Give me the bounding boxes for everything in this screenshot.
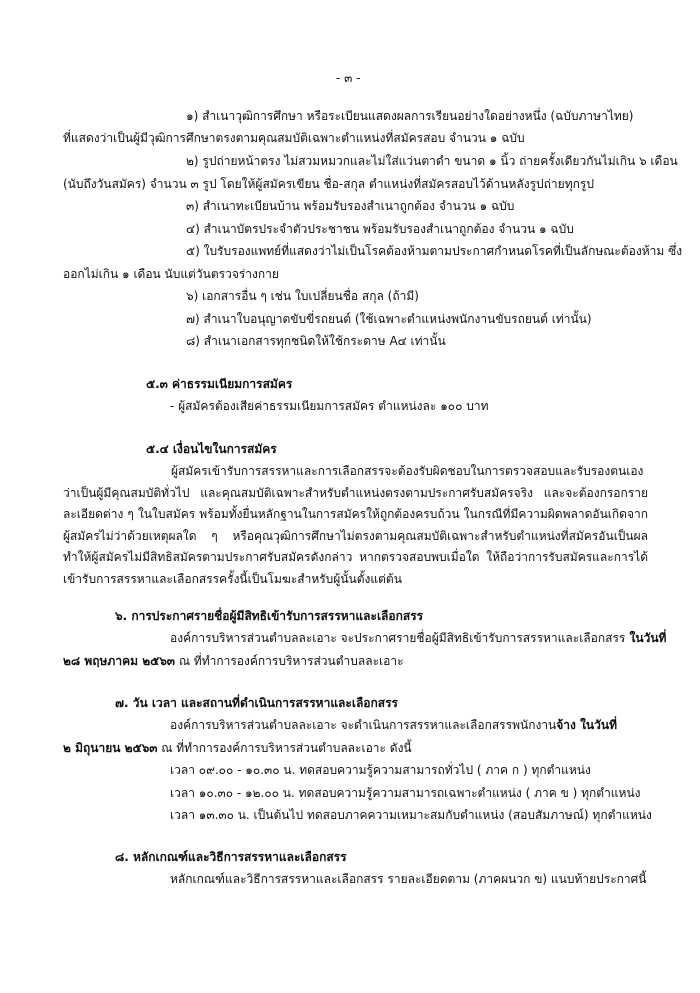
exam-schedule-3: เวลา ๑๓.๓๐ น. เป็นต้นไป ทดสอบภาคความเหมาะสมกับตำแหน่ง (สอบสัมภาษณ์) ทุกตำแหน่ง xyxy=(170,808,652,822)
doc-item-7: ๗) สำเนาใบอนุญาตขับขี่รถยนต์ (ใช้เฉพาะตำแหน่งพนักงานขับรถยนต์ เท่านั้น) xyxy=(186,312,592,326)
section-7-line-2 xyxy=(63,740,412,756)
doc-item-5-line-1: ๕) ใบรับรองแพทย์ที่แสดงว่าไม่เป็นโรคต้องห้ามตามประกาศกำหนดโรคที่เป็นลักษณะต้องห้าม ซึ่ง xyxy=(186,244,683,258)
section-6-line-1-date-label: ในวันที่ xyxy=(625,631,667,645)
section-6-line-2-text: ณ ที่ทำการองค์การบริหารส่วนตำบลละเอาะ xyxy=(175,654,404,668)
doc-item-8: ๘) สำเนาเอกสารทุกชนิดให้ใช้กระดาษ A๔ เท่านั้น xyxy=(186,334,446,348)
doc-item-1-line-2: ที่แสดงว่าเป็นผู้มีวุฒิการศึกษาตรงตามคุณสมบัติเฉพาะตำแหน่งที่สมัครสอบ จำนวน ๑ ฉบับ xyxy=(63,131,525,145)
doc-item-2-line-1: ๒) รูปถ่ายหน้าตรง ไม่สวมหมวกและไม่ใส่แว่นตาดำ ขนาด ๑ นิ้ว ถ่ายครั้งเดียวกันไม่เกิน ๖ เดือน xyxy=(186,154,678,168)
section-7-line-1-text: องค์การบริหารส่วนตำบลละเอาะ จะดำเนินการสรรหาและเลือกสรรพนักงาน xyxy=(170,718,557,732)
doc-item-2-line-2: (นับถึงวันสมัคร) จำนวน ๓ รูป โดยให้ผู้สมัครเขียน ชื่อ-สกุล ตำแหน่งที่สมัครสอบไว้ด้านหลังรูปถ่ายทุกรูป xyxy=(63,177,594,191)
section-6-heading: ๖. การประกาศรายชื่อผู้มีสิทธิเข้ารับการสรรหาและเลือกสรร xyxy=(115,609,424,623)
exam-schedule-1: เวลา ๐๙.๐๐ - ๑๐.๓๐ น. ทดสอบความรู้ความสามารถทั่วไป ( ภาค ก ) ทุกตำแหน่ง xyxy=(170,763,591,777)
section-8-body: หลักเกณฑ์และวิธีการสรรหาและเลือกสรร รายละเอียดตาม (ภาคผนวก ข) แนบท้ายประกาศนี้ xyxy=(170,872,647,886)
section-5-4-body: ผู้สมัครเข้ารับการสรรหาและการเลือกสรรจะต้องรับผิดชอบในการตรวจสอบและรับรองตนเองว่าเป็นผู้มีคุณสมบัติทั่วไป และคุณสมบัติเฉพาะสำหรับตำแหน่งตรงตามประกาศรับสมัครจริง และจะต้องกรอกรายละเอียดต่าง ๆ ในใบสมัคร พร้อมทั้งยื่นหลักฐานในการสมัครให้ถูกต้องครบถ้วน ในกรณีที่มีความผิดพลาดอันเกิดจากผู้สมัครไม่ว่าด้วยเหตุผลใด ๆ หรือคุณวุฒิการศึกษาไม่ตรงตามคุณสมบัติเฉพาะสำหรับตำแหน่งที่สมัครอันเป็นผลทำให้ผู้สมัครไม่มีสิทธิสมัครตามประกาศรับสมัครดังกล่าว หากตรวจสอบพบเมื่อใด ให้ถือว่าการรับสมัครและการได้เข้ารับการสรรหาและเลือกสรรครั้งนี้เป็นโมฆะสำหรับผู้นั้นตั้งแต่ต้น xyxy=(63,464,648,586)
doc-item-6: ๖) เอกสารอื่น ๆ เช่น ใบเปลี่ยนชื่อ สกุล (ถ้ามี) xyxy=(186,289,419,303)
section-7-line-1-date-label: จ้าง ในวันที่ xyxy=(556,718,617,732)
doc-item-1-line-1: ๑) สำเนาวุฒิการศึกษา หรือระเบียนแสดงผลการเรียนอย่างใดอย่างหนึ่ง (ฉบับภาษาไทย) xyxy=(186,109,634,123)
section-5-4-heading: ๕.๔ เงื่อนไขในการสมัคร xyxy=(146,442,277,456)
section-6-line-2 xyxy=(63,653,404,669)
doc-item-3: ๓) สำเนาทะเบียนบ้าน พร้อมรับรองสำเนาถูกต้อง จำนวน ๑ ฉบับ xyxy=(186,199,515,213)
section-7-line-1 xyxy=(170,717,617,733)
section-8-heading: ๘. หลักเกณฑ์และวิธีการสรรหาและเลือกสรร xyxy=(115,850,347,864)
doc-item-5-line-2: ออกไม่เกิน ๑ เดือน นับแต่วันตรวจร่างกาย xyxy=(63,267,279,281)
section-6-line-1-text: องค์การบริหารส่วนตำบลละเอาะ จะประกาศรายชื่อผู้มีสิทธิเข้ารับการสรรหาและเลือกสรร xyxy=(170,631,626,645)
section-5-3-heading: ๕.๓ ค่าธรรมเนียมการสมัคร xyxy=(146,377,293,391)
doc-item-4: ๔) สำเนาบัตรประจำตัวประชาชน พร้อมรับรองสำเนาถูกต้อง จำนวน ๑ ฉบับ xyxy=(186,222,574,236)
exam-schedule-2: เวลา ๑๐.๓๐ - ๑๒.๐๐ น. ทดสอบความรู้ความสามารถเฉพาะตำแหน่ง ( ภาค ข ) ทุกตำแหน่ง xyxy=(170,786,641,800)
section-5-3-body: - ผู้สมัครต้องเสียค่าธรรมเนียมการสมัคร ตำแหน่งละ ๑๐๐ บาท xyxy=(170,399,489,413)
exam-date: ๒ มิถุนายน ๒๕๖๓ xyxy=(63,741,158,755)
announcement-date: ๒๘ พฤษภาคม ๒๕๖๓ xyxy=(63,654,176,668)
section-7-line-2-text: ณ ที่ทำการองค์การบริหารส่วนตำบลละเอาะ ดังนี้ xyxy=(157,741,412,755)
section-6-line-1 xyxy=(170,630,666,646)
page-number: - ๓ - xyxy=(336,71,361,85)
section-7-heading: ๗. วัน เวลา และสถานที่ดำเนินการสรรหาและเลือกสรร xyxy=(115,696,398,710)
